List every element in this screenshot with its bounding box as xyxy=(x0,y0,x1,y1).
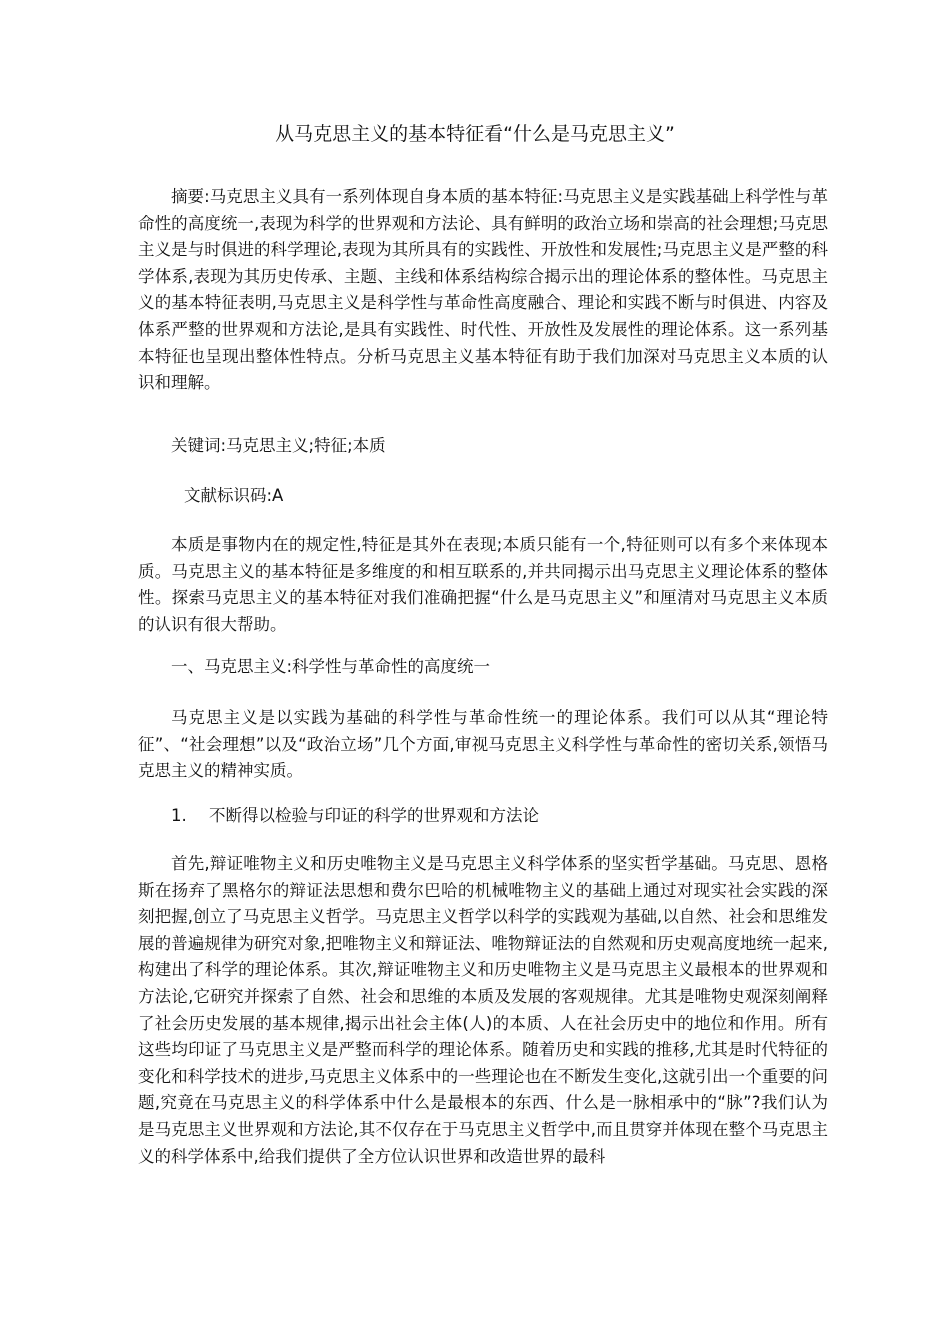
subsection-heading-1 xyxy=(138,803,539,830)
section-1-paragraph: 马克思主义是以实践为基础的科学性与革命性统一的理论体系。我们可以从其“理论特征”、“社会理想”以及“政治立场”几个方面,审视马克思主义科学性与革命性的密切关系,领悟马克思主义的精神实质。 xyxy=(138,708,828,781)
subsection-1-paragraph: 首先,辩证唯物主义和历史唯物主义是马克思主义科学体系的坚实哲学基础。马克思、恩格斯在扬弃了黑格尔的辩证法思想和费尔巴哈的机械唯物主义的基础上通过对现实社会实践的深刻把握,创立了马克思主义哲学。马克思主义哲学以科学的实践观为基础,以自然、社会和思维发展的普遍规律为研究对象,把唯物主义和辩证法、唯物辩证法的自然观和历史观高度地统一起来,构建出了科学的理论体系。其次,辩证唯物主义和历史唯物主义是马克思主义最根本的世界观和方法论,它研究并探索了自然、社会和思维的本质及发展的客观规律。尤其是唯物史观深刻阐释了社会历史发展的基本规律,揭示出社会主体(人)的本质、人在社会历史中的地位和作用。所有这些均印证了马克思主义是严整而科学的理论体系。随着历史和实践的推移,尤其是时代特征的变化和科学技术的进步,马克思主义体系中的一些理论也在不断发生变化,这就引出一个重要的问题,究竟在马克思主义的科学体系中什么是最根本的东西、什么是一脉相承中的“脉”?我们认为是马克思主义世界观和方法论,其不仅存在于马克思主义哲学中,而且贯穿并体现在整个马克思主义的科学体系中,给我们提供了全方位认识世界和改造世界的最科 xyxy=(138,854,828,1166)
subsection-number: 1. xyxy=(171,806,187,825)
section-heading-1: 一、马克思主义:科学性与革命性的高度统一 xyxy=(171,657,491,676)
keywords-line: 关键词:马克思主义;特征;本质 xyxy=(171,436,386,455)
abstract-paragraph: 摘要:马克思主义具有一系列体现自身本质的基本特征:马克思主义是实践基础上科学性与革命性的高度统一,表现为科学的世界观和方法论、具有鲜明的政治立场和崇高的社会理想;马克思主义是与时俱进的科学理论,表现为其所具有的实践性、开放性和发展性;马克思主义是严整的科学体系,表现为其历史传承、主题、主线和体系结构综合揭示出的理论体系的整体性。马克思主义的基本特征表明,马克思主义是科学性与革命性高度融合、理论和实践不断与时俱进、内容及体系严整的世界观和方法论,是具有实践性、时代性、开放性及发展性的理论体系。这一系列基本特征也呈现出整体性特点。分析马克思主义基本特征有助于我们加深对马克思主义本质的认识和理解。 xyxy=(138,187,828,393)
subsection-title: 不断得以检验与印证的科学的世界观和方法论 xyxy=(209,806,539,825)
document-title: 从马克思主义的基本特征看“什么是马克思主义” xyxy=(275,123,675,145)
intro-paragraph: 本质是事物内在的规定性,特征是其外在表现;本质只能有一个,特征则可以有多个来体现本质。马克思主义的基本特征是多维度的和相互联系的,并共同揭示出马克思主义理论体系的整体性。探索马克思主义的基本特征对我们准确把握“什么是马克思主义”和厘清对马克思主义本质的认识有很大帮助。 xyxy=(138,535,828,634)
document-code-line: 文献标识码:A xyxy=(184,486,284,505)
